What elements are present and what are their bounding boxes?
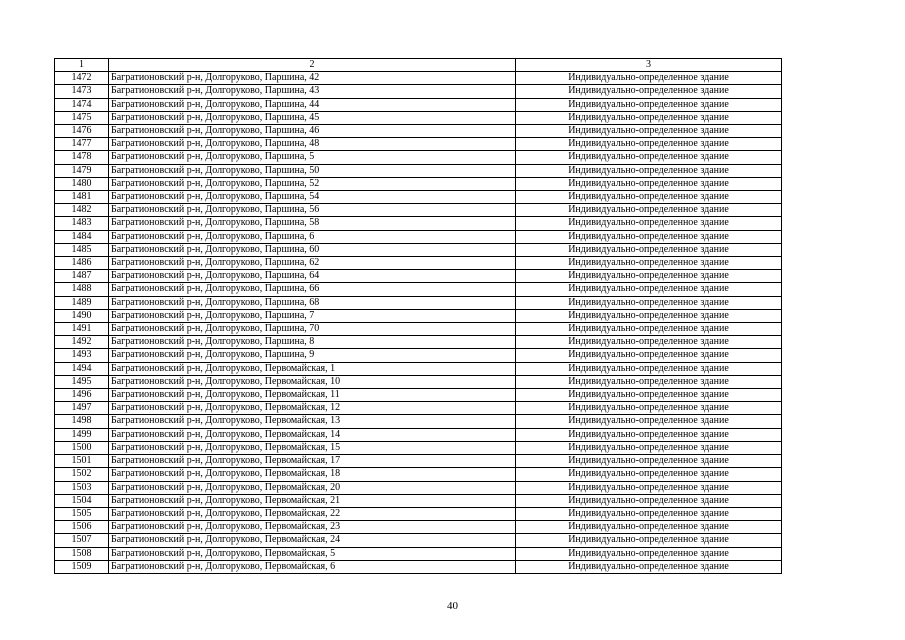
table-header-row <box>55 59 782 72</box>
row-number-cell: 1490 <box>55 309 109 322</box>
row-number-cell: 1484 <box>55 230 109 243</box>
table-row <box>55 257 782 270</box>
table-row <box>55 323 782 336</box>
object-type-cell: Индивидуально-определенное здание <box>516 402 782 415</box>
table-row <box>55 85 782 98</box>
table-row <box>55 270 782 283</box>
table-row <box>55 230 782 243</box>
row-number-cell: 1479 <box>55 164 109 177</box>
row-number-cell: 1507 <box>55 534 109 547</box>
table-row <box>55 349 782 362</box>
row-number-cell: 1487 <box>55 270 109 283</box>
table-row <box>55 441 782 454</box>
address-cell: Багратионовский р-н, Долгоруково, Первомайская, 6 <box>109 560 516 573</box>
address-cell: Багратионовский р-н, Долгоруково, Первомайская, 22 <box>109 507 516 520</box>
row-number-cell: 1489 <box>55 296 109 309</box>
address-cell: Багратионовский р-н, Долгоруково, Паршина, 66 <box>109 283 516 296</box>
row-number-cell: 1472 <box>55 72 109 85</box>
row-number-cell: 1478 <box>55 151 109 164</box>
object-type-cell: Индивидуально-определенное здание <box>516 481 782 494</box>
table-row <box>55 151 782 164</box>
row-number-cell: 1500 <box>55 441 109 454</box>
row-number-cell: 1473 <box>55 85 109 98</box>
object-type-cell: Индивидуально-определенное здание <box>516 362 782 375</box>
address-cell: Багратионовский р-н, Долгоруково, Первомайская, 5 <box>109 547 516 560</box>
table-row <box>55 98 782 111</box>
address-cell: Багратионовский р-н, Долгоруково, Паршина, 54 <box>109 191 516 204</box>
table-row <box>55 402 782 415</box>
row-number-cell: 1491 <box>55 323 109 336</box>
table-row <box>55 455 782 468</box>
object-type-cell: Индивидуально-определенное здание <box>516 494 782 507</box>
address-cell: Багратионовский р-н, Долгоруково, Паршина, 58 <box>109 217 516 230</box>
table-row <box>55 534 782 547</box>
object-type-cell: Индивидуально-определенное здание <box>516 375 782 388</box>
address-cell: Багратионовский р-н, Долгоруково, Паршина, 48 <box>109 138 516 151</box>
row-number-cell: 1483 <box>55 217 109 230</box>
row-number-cell: 1492 <box>55 336 109 349</box>
table-row <box>55 560 782 573</box>
object-type-cell: Индивидуально-определенное здание <box>516 534 782 547</box>
table-row <box>55 389 782 402</box>
address-cell: Багратионовский р-н, Долгоруково, Паршина, 46 <box>109 125 516 138</box>
address-cell: Багратионовский р-н, Долгоруково, Первомайская, 12 <box>109 402 516 415</box>
object-type-cell: Индивидуально-определенное здание <box>516 164 782 177</box>
column-header-3: 3 <box>516 59 782 72</box>
table-row <box>55 204 782 217</box>
table-body <box>55 59 782 574</box>
object-type-cell: Индивидуально-определенное здание <box>516 428 782 441</box>
address-cell: Багратионовский р-н, Долгоруково, Паршина, 60 <box>109 243 516 256</box>
address-cell: Багратионовский р-н, Долгоруково, Паршина, 50 <box>109 164 516 177</box>
table-row <box>55 217 782 230</box>
object-type-cell: Индивидуально-определенное здание <box>516 441 782 454</box>
table-row <box>55 296 782 309</box>
address-cell: Багратионовский р-н, Долгоруково, Первомайская, 18 <box>109 468 516 481</box>
table-row <box>55 428 782 441</box>
row-number-cell: 1505 <box>55 507 109 520</box>
object-type-cell: Индивидуально-определенное здание <box>516 283 782 296</box>
table-row <box>55 138 782 151</box>
row-number-cell: 1494 <box>55 362 109 375</box>
row-number-cell: 1508 <box>55 547 109 560</box>
row-number-cell: 1509 <box>55 560 109 573</box>
address-cell: Багратионовский р-н, Долгоруково, Первомайская, 20 <box>109 481 516 494</box>
row-number-cell: 1501 <box>55 455 109 468</box>
row-number-cell: 1477 <box>55 138 109 151</box>
table-row <box>55 507 782 520</box>
table-row <box>55 283 782 296</box>
address-cell: Багратионовский р-н, Долгоруково, Паршина, 43 <box>109 85 516 98</box>
row-number-cell: 1506 <box>55 521 109 534</box>
object-type-cell: Индивидуально-определенное здание <box>516 270 782 283</box>
address-cell: Багратионовский р-н, Долгоруково, Первомайская, 17 <box>109 455 516 468</box>
object-type-cell: Индивидуально-определенное здание <box>516 336 782 349</box>
row-number-cell: 1502 <box>55 468 109 481</box>
table-row <box>55 111 782 124</box>
object-type-cell: Индивидуально-определенное здание <box>516 468 782 481</box>
registry-table <box>54 58 782 574</box>
address-cell: Багратионовский р-н, Долгоруково, Паршина, 5 <box>109 151 516 164</box>
table-row <box>55 375 782 388</box>
address-cell: Багратионовский р-н, Долгоруково, Паршина, 70 <box>109 323 516 336</box>
object-type-cell: Индивидуально-определенное здание <box>516 349 782 362</box>
table-row <box>55 191 782 204</box>
address-cell: Багратионовский р-н, Долгоруково, Первомайская, 23 <box>109 521 516 534</box>
address-cell: Багратионовский р-н, Долгоруково, Первомайская, 15 <box>109 441 516 454</box>
row-number-cell: 1503 <box>55 481 109 494</box>
address-cell: Багратионовский р-н, Долгоруково, Паршина, 8 <box>109 336 516 349</box>
object-type-cell: Индивидуально-определенное здание <box>516 85 782 98</box>
row-number-cell: 1480 <box>55 177 109 190</box>
object-type-cell: Индивидуально-определенное здание <box>516 72 782 85</box>
address-cell: Багратионовский р-н, Долгоруково, Паршина, 9 <box>109 349 516 362</box>
address-cell: Багратионовский р-н, Долгоруково, Первомайская, 13 <box>109 415 516 428</box>
address-cell: Багратионовский р-н, Долгоруково, Паршина, 6 <box>109 230 516 243</box>
address-cell: Багратионовский р-н, Долгоруково, Паршина, 45 <box>109 111 516 124</box>
row-number-cell: 1497 <box>55 402 109 415</box>
address-cell: Багратионовский р-н, Долгоруково, Паршина, 62 <box>109 257 516 270</box>
table-row <box>55 468 782 481</box>
object-type-cell: Индивидуально-определенное здание <box>516 98 782 111</box>
object-type-cell: Индивидуально-определенное здание <box>516 204 782 217</box>
column-header-1: 1 <box>55 59 109 72</box>
row-number-cell: 1498 <box>55 415 109 428</box>
object-type-cell: Индивидуально-определенное здание <box>516 111 782 124</box>
object-type-cell: Индивидуально-определенное здание <box>516 323 782 336</box>
address-cell: Багратионовский р-н, Долгоруково, Первомайская, 24 <box>109 534 516 547</box>
row-number-cell: 1488 <box>55 283 109 296</box>
address-cell: Багратионовский р-н, Долгоруково, Первомайская, 14 <box>109 428 516 441</box>
address-cell: Багратионовский р-н, Долгоруково, Первомайская, 11 <box>109 389 516 402</box>
table-row <box>55 494 782 507</box>
table-row <box>55 362 782 375</box>
table-row <box>55 481 782 494</box>
row-number-cell: 1474 <box>55 98 109 111</box>
row-number-cell: 1495 <box>55 375 109 388</box>
object-type-cell: Индивидуально-определенное здание <box>516 560 782 573</box>
object-type-cell: Индивидуально-определенное здание <box>516 138 782 151</box>
table-row <box>55 309 782 322</box>
object-type-cell: Индивидуально-определенное здание <box>516 177 782 190</box>
address-cell: Багратионовский р-н, Долгоруково, Паршина, 7 <box>109 309 516 322</box>
object-type-cell: Индивидуально-определенное здание <box>516 507 782 520</box>
object-type-cell: Индивидуально-определенное здание <box>516 230 782 243</box>
column-header-2: 2 <box>109 59 516 72</box>
object-type-cell: Индивидуально-определенное здание <box>516 191 782 204</box>
table-row <box>55 521 782 534</box>
address-cell: Багратионовский р-н, Долгоруково, Паршина, 52 <box>109 177 516 190</box>
document-page <box>54 58 781 574</box>
object-type-cell: Индивидуально-определенное здание <box>516 547 782 560</box>
object-type-cell: Индивидуально-определенное здание <box>516 125 782 138</box>
table-row <box>55 336 782 349</box>
address-cell: Багратионовский р-н, Долгоруково, Паршина, 68 <box>109 296 516 309</box>
row-number-cell: 1496 <box>55 389 109 402</box>
object-type-cell: Индивидуально-определенное здание <box>516 151 782 164</box>
object-type-cell: Индивидуально-определенное здание <box>516 309 782 322</box>
row-number-cell: 1475 <box>55 111 109 124</box>
table-row <box>55 415 782 428</box>
address-cell: Багратионовский р-н, Долгоруково, Первомайская, 21 <box>109 494 516 507</box>
table-row <box>55 72 782 85</box>
row-number-cell: 1481 <box>55 191 109 204</box>
row-number-cell: 1499 <box>55 428 109 441</box>
table-row <box>55 164 782 177</box>
table-row <box>55 177 782 190</box>
object-type-cell: Индивидуально-определенное здание <box>516 217 782 230</box>
table-row <box>55 243 782 256</box>
row-number-cell: 1482 <box>55 204 109 217</box>
address-cell: Багратионовский р-н, Долгоруково, Первомайская, 1 <box>109 362 516 375</box>
address-cell: Багратионовский р-н, Долгоруково, Паршина, 42 <box>109 72 516 85</box>
table-row <box>55 125 782 138</box>
object-type-cell: Индивидуально-определенное здание <box>516 455 782 468</box>
row-number-cell: 1493 <box>55 349 109 362</box>
row-number-cell: 1486 <box>55 257 109 270</box>
object-type-cell: Индивидуально-определенное здание <box>516 243 782 256</box>
row-number-cell: 1485 <box>55 243 109 256</box>
table-row <box>55 547 782 560</box>
object-type-cell: Индивидуально-определенное здание <box>516 415 782 428</box>
row-number-cell: 1476 <box>55 125 109 138</box>
page-number: 40 <box>447 600 458 612</box>
object-type-cell: Индивидуально-определенное здание <box>516 521 782 534</box>
address-cell: Багратионовский р-н, Долгоруково, Паршина, 44 <box>109 98 516 111</box>
object-type-cell: Индивидуально-определенное здание <box>516 296 782 309</box>
object-type-cell: Индивидуально-определенное здание <box>516 257 782 270</box>
row-number-cell: 1504 <box>55 494 109 507</box>
object-type-cell: Индивидуально-определенное здание <box>516 389 782 402</box>
address-cell: Багратионовский р-н, Долгоруково, Первомайская, 10 <box>109 375 516 388</box>
address-cell: Багратионовский р-н, Долгоруково, Паршина, 56 <box>109 204 516 217</box>
address-cell: Багратионовский р-н, Долгоруково, Паршина, 64 <box>109 270 516 283</box>
